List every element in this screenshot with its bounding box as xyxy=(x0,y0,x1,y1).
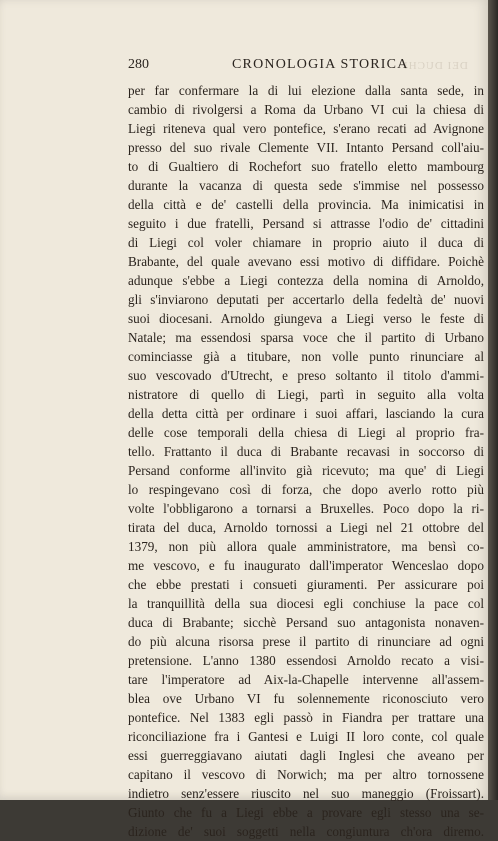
text-line: suoi diocesani. Arnoldo giungeva a Liegi verso le feste di xyxy=(128,311,484,326)
text-line: durante la vacanza di questa sede s'immise nel possesso xyxy=(128,178,484,193)
text-line: volte l'obbligarono a tornarsi a Bruxelles. Poco dopo la ri- xyxy=(128,501,484,516)
text-line: delle cose temporali della chiesa di Liegi al proprio fra- xyxy=(128,425,484,440)
text-line: me vescovo, e fu inaugurato dall'imperator Wenceslao dopo xyxy=(128,558,484,573)
text-line: pontefice. Nel 1383 egli passò in Fiandra per trattare una xyxy=(128,710,484,725)
text-line: Brabante, del quale avevano essi motivo di diffidare. Poichè xyxy=(128,254,484,269)
text-line: presso del suo rivale Clemente VII. Intanto Persand coll'aiu- xyxy=(128,140,484,155)
body-text xyxy=(128,81,484,841)
text-line: nistratore di quello di Liegi, partì in seguito alla volta xyxy=(128,387,484,402)
text-line: Liegi riteneva qual vero pontefice, s'erano recati ad Avignone xyxy=(128,121,484,136)
text-line: suo vescovado d'Utrecht, e preso soltanto il titolo d'ammi- xyxy=(128,368,484,383)
text-line: tare l'imperatore ad Aix-la-Chapelle intervenne all'assem- xyxy=(128,672,484,687)
page-number: 280 xyxy=(128,57,149,72)
text-line: tello. Frattanto il duca di Brabante recavasi in soccorso di xyxy=(128,444,484,459)
page-header xyxy=(128,57,484,77)
running-title: CRONOLOGIA STORICA xyxy=(232,57,409,72)
text-line: cominciasse già a titubare, non volle punto rinunciare al xyxy=(128,349,484,364)
text-line: indietro senz'essere riuscito nel suo maneggio (Froissart). xyxy=(128,786,484,801)
text-line: dizione de' suoi soggetti nella congiuntura ch'ora diremo. xyxy=(128,824,484,839)
text-line: capitano il vescovo di Norwich; ma per altro tornossene xyxy=(128,767,484,782)
text-line: gli s'inviarono deputati per accertarlo della fedeltà de' nuovi xyxy=(128,292,484,307)
text-line: tirata del duca, Arnoldo tornossi a Liegi nel 21 ottobre del xyxy=(128,520,484,535)
text-line: per far confermare la di lui elezione dalla santa sede, in xyxy=(128,83,484,98)
text-line: cambio di rivolgersi a Roma da Urbano VI cui la chiesa di xyxy=(128,102,484,117)
text-line: di Liegi col voler chiamare in proprio aiuto il duca di xyxy=(128,235,484,250)
text-line: la tranquillità della sua diocesi egli conchiuse la pace col xyxy=(128,596,484,611)
text-line: lo respingevano così di forza, che dopo averlo rotto più xyxy=(128,482,484,497)
text-line: Giunto che fu a Liegi ebbe a provare egli stesso una se- xyxy=(128,805,484,820)
bleed-through-text: DEI DUCHI xyxy=(403,60,468,72)
text-line: 1379, non più allora quale amministratore, ma bensì co- xyxy=(128,539,484,554)
text-line: che ebbe prestati i consueti giuramenti. Per assicurare poi xyxy=(128,577,484,592)
text-line: Persand conforme all'invito già ricevuto; ma que' di Liegi xyxy=(128,463,484,478)
text-line: riconciliazione fra i Gantesi e Luigi II loro conte, col quale xyxy=(128,729,484,744)
text-line: duca di Brabante; sicchè Persand suo antagonista nonaven- xyxy=(128,615,484,630)
text-line: blea ove Urbano VI fu solennemente riconosciuto vero xyxy=(128,691,484,706)
text-line: seguito i due fratelli, Persand si attrasse l'odio de' cittadini xyxy=(128,216,484,231)
text-line: do più alcuna risorsa prese il partito di rinunciare ad ogni xyxy=(128,634,484,649)
text-line: della città e de' castelli della provincia. Ma inimicatisi in xyxy=(128,197,484,212)
text-line: pretensione. L'anno 1380 essendosi Arnoldo recato a visi- xyxy=(128,653,484,668)
text-line: essi guerreggiavano aiutati dagli Inglesi che aveano per xyxy=(128,748,484,763)
book-spine-edge xyxy=(488,0,498,800)
text-line: Natale; ma essendosi sparsa voce che il partito di Urbano xyxy=(128,330,484,345)
text-line: della detta città per ordinare i suoi affari, lasciando la cura xyxy=(128,406,484,421)
text-line: adunque s'ebbe a Liegi contezza della nomina di Arnoldo, xyxy=(128,273,484,288)
text-line: to di Gualtiero di Rochefort suo fratello eletto mambourg xyxy=(128,159,484,174)
